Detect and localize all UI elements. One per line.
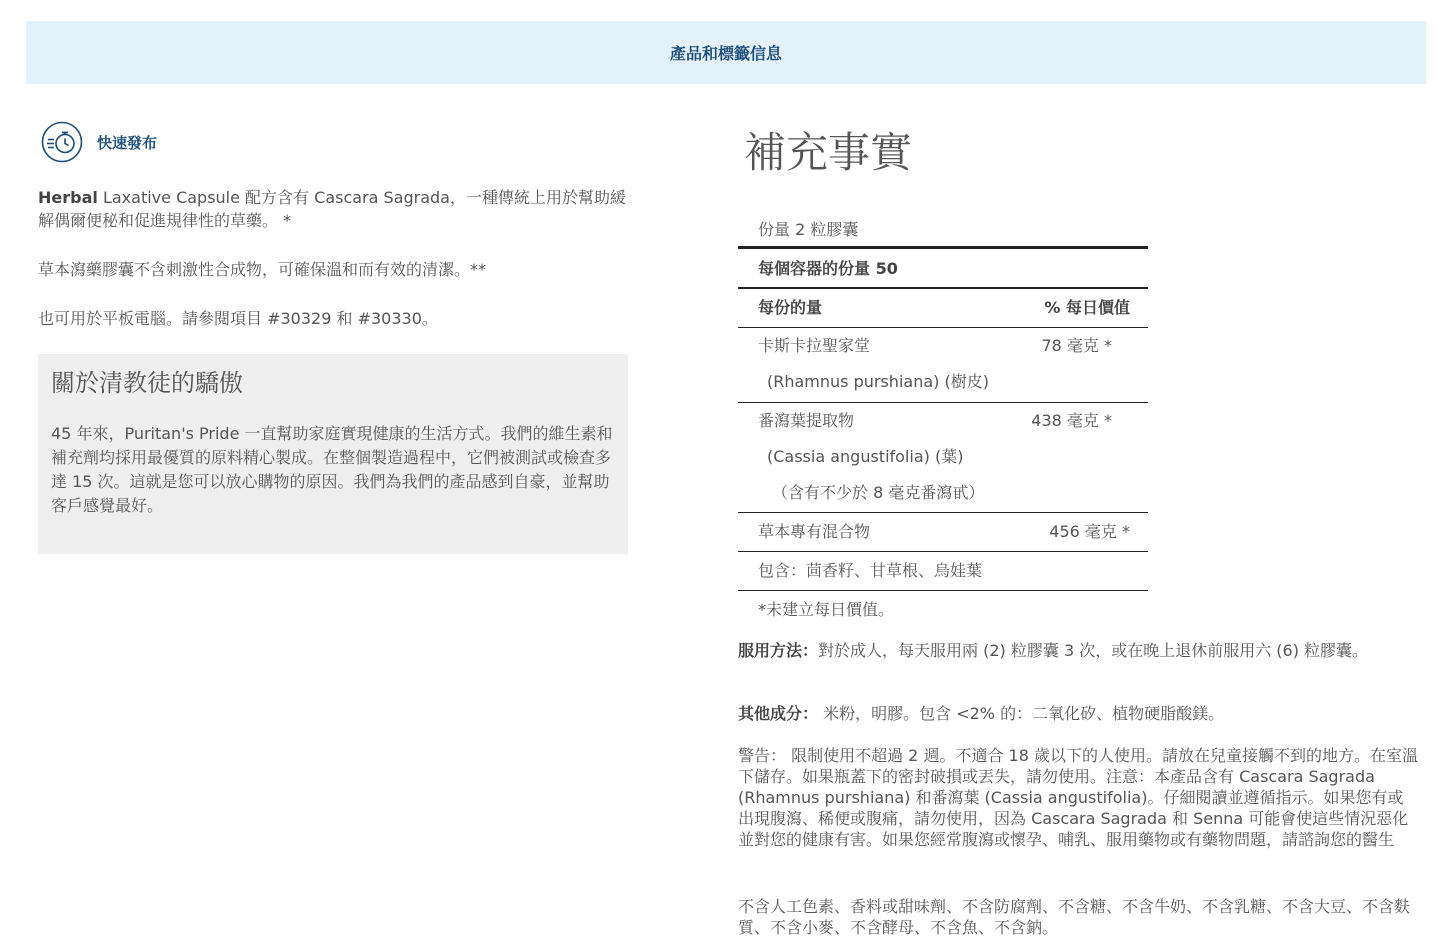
- ingredient-name: 番瀉葉提取物: [758, 411, 855, 430]
- footnote-row: [738, 591, 1148, 629]
- description-paragraph-1: [38, 186, 628, 232]
- ingredient-row-3: [738, 513, 1148, 552]
- ingredient-source: (Rhamnus purshiana) (樹皮): [767, 372, 989, 391]
- ingredient-source: (Cassia angustifolia) (葉): [767, 447, 964, 466]
- product-label-info-tab[interactable]: [26, 21, 1426, 84]
- other-text: 米粉，明膠。包含 <2% 的：二氧化矽、植物硬脂酸鎂。: [818, 704, 1225, 723]
- description-paragraph-3: 也可用於平板電腦。請參閱項目 #30329 和 #30330。: [38, 309, 438, 328]
- ingredient-name: 草本專有混合物: [758, 522, 871, 541]
- supplement-facts-title: 補充事實: [744, 128, 913, 177]
- header-daily-value: % 每日價值: [1044, 298, 1130, 317]
- servings-per-container-row: [738, 249, 1148, 289]
- ingredient-row-1: [738, 328, 1148, 403]
- other-ingredients: [738, 703, 1418, 724]
- serving-size-row: [738, 210, 1148, 249]
- servings-per-container: 每個容器的份量 50: [758, 259, 898, 278]
- contains-text: 包含：茴香籽、甘草根、烏娃葉: [758, 561, 983, 580]
- about-text: 45 年來，Puritan's Pride 一直幫助家庭實現健康的生活方式。我們的維生素和補充劑均採用最優質的原料精心製成。在整個製造過程中，它們被測試或檢查多達 15 次。這就是您可以放心購物的原因。我們為我們的產品感到自豪，並幫助客戶感覺最好。: [51, 424, 613, 515]
- description-paragraph-2: 草本瀉藥膠囊不含刺激性合成物，可確保溫和而有效的清潔。**: [38, 260, 487, 279]
- quick-release-clock-icon: [41, 121, 83, 163]
- serving-size: 份量 2 粒膠囊: [758, 220, 859, 239]
- feature-quick-release: [41, 120, 628, 164]
- ingredient-note: （含有不少於 8 毫克番瀉甙）: [772, 483, 985, 502]
- description-text: Laxative Capsule 配方含有 Cascara Sagrada，一種傳統上用於幫助緩解偶爾便秘和促進規律性的草藥。 *: [38, 188, 626, 230]
- free-from-text: 不含人工色素、香料或甜味劑、不含防腐劑、不含糖、不含牛奶、不含乳糖、不含大豆、不含麩質、不含小麥、不含酵母、不含魚、不含鈉。: [738, 897, 1411, 937]
- description-brand-word: Herbal: [38, 188, 98, 207]
- usage-text: 對於成人，每天服用兩 (2) 粒膠囊 3 次，或在晚上退休前服用六 (6) 粒膠囊。: [818, 641, 1369, 660]
- ingredient-amount: 456 毫克 *: [1049, 522, 1130, 541]
- daily-value-footnote: *未建立每日價值。: [758, 600, 895, 619]
- supplement-facts-table: [738, 210, 1148, 629]
- ingredient-name: 卡斯卡拉聖家堂: [758, 336, 871, 355]
- ingredient-row-2: [738, 403, 1148, 513]
- usage-label: 服用方法：: [738, 641, 819, 660]
- product-description-panel: [38, 120, 628, 554]
- warning-text: 警告： 限制使用不超過 2 週。不適合 18 歲以下的人使用。請放在兒童接觸不到的地方。在室溫下儲存。如果瓶蓋下的密封破損或丟失，請勿使用。注意：本產品含有 Cascara Sagrada (Rhamnus purshiana) 和番瀉葉 (Cassia angustifolia)。仔細閱讀並遵循指示。如果您有或出現腹瀉、稀便或腹痛，請勿使用，因為 Cascara Sagrada 和 Senna 可能會使這些情況惡化並對您的健康有害。如果您經常腹瀉或懷孕、哺乳、服用藥物或有藥物問題，請諮詢您的醫生: [738, 746, 1418, 849]
- ingredient-amount: 78 毫克 *: [1041, 336, 1112, 355]
- other-label: 其他成分：: [738, 704, 819, 723]
- header-amount: 每份的量: [758, 298, 823, 317]
- about-title: 關於清教徒的驕傲: [51, 369, 243, 397]
- facts-header-row: [738, 289, 1148, 328]
- usage-directions: [738, 640, 1418, 661]
- contains-row: [738, 552, 1148, 591]
- feature-label: 快速發布: [97, 133, 158, 152]
- about-brand-box: [38, 354, 628, 554]
- ingredient-amount: 438 毫克 *: [1031, 411, 1112, 430]
- tab-title: 產品和標籤信息: [669, 44, 782, 63]
